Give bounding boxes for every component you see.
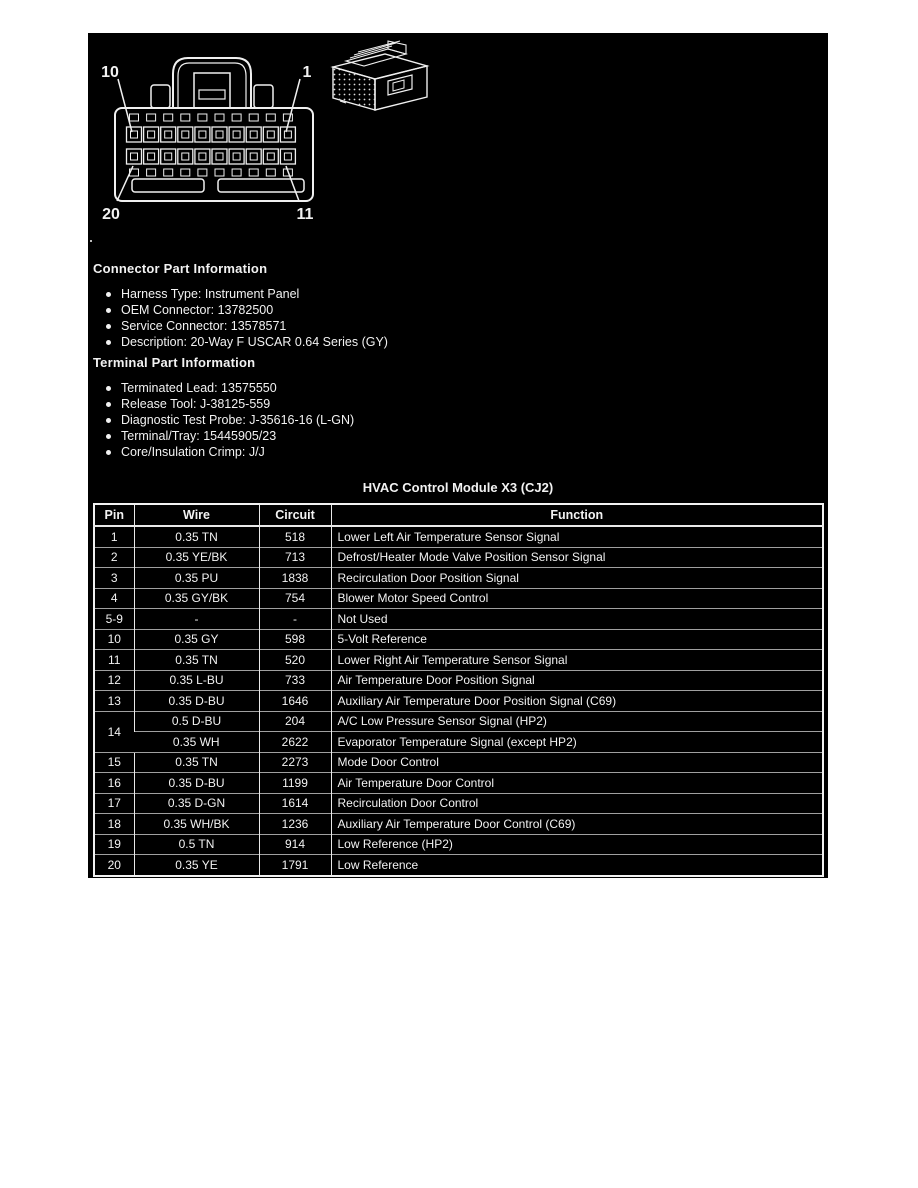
pinout-table-body: [94, 526, 823, 876]
table-row: [94, 670, 823, 691]
wire-cell: 0.35 TN: [134, 752, 259, 773]
pin-label-20: 20: [102, 206, 120, 223]
circuit-cell: 1838: [259, 568, 331, 589]
pin-cell: 17: [94, 793, 134, 814]
function-cell: Auxiliary Air Temperature Door Position Signal (C69): [331, 691, 823, 712]
list-item: Description: 20-Way F USCAR 0.64 Series (GY): [105, 334, 388, 350]
circuit-cell: 733: [259, 670, 331, 691]
wire-cell: 0.35 YE/BK: [134, 547, 259, 568]
table-row: [94, 814, 823, 835]
wire-column-header: Wire: [134, 504, 259, 526]
pin-cell: 2: [94, 547, 134, 568]
function-cell: Lower Right Air Temperature Sensor Signal: [331, 650, 823, 671]
circuit-cell: 520: [259, 650, 331, 671]
table-row: [94, 773, 823, 794]
circuit-cell: 2273: [259, 752, 331, 773]
connector-part-info-list: [105, 286, 388, 350]
table-row: [94, 834, 823, 855]
table-row: [94, 691, 823, 712]
table-row: [94, 568, 823, 589]
table-row: [94, 588, 823, 609]
pin-label-10: 10: [101, 64, 119, 81]
terminal-part-info-heading: Terminal Part Information: [93, 355, 256, 370]
wire-cell: -: [134, 609, 259, 630]
pin-cell: 13: [94, 691, 134, 712]
circuit-cell: 713: [259, 547, 331, 568]
pin-cell: 4: [94, 588, 134, 609]
connector-info-panel: [88, 33, 828, 878]
list-item: Release Tool: J-38125-559: [105, 396, 354, 412]
function-cell: Mode Door Control: [331, 752, 823, 773]
pin-cell: 10: [94, 629, 134, 650]
list-item: Diagnostic Test Probe: J-35616-16 (L-GN): [105, 412, 354, 428]
list-item: Terminated Lead: 13575550: [105, 380, 354, 396]
table-row: [94, 547, 823, 568]
wire-cell: 0.35 YE: [134, 855, 259, 876]
pin-cell: 16: [94, 773, 134, 794]
wire-cell: 0.35 TN: [134, 650, 259, 671]
wire-cell: 0.35 WH: [134, 732, 259, 753]
pinout-table: [93, 503, 824, 877]
wire-cell: 0.35 D-BU: [134, 773, 259, 794]
function-cell: Defrost/Heater Mode Valve Position Sensor Signal: [331, 547, 823, 568]
function-cell: Lower Left Air Temperature Sensor Signal: [331, 526, 823, 547]
wire-cell: 0.35 D-GN: [134, 793, 259, 814]
connector-figure: [88, 33, 828, 243]
list-item: OEM Connector: 13782500: [105, 302, 388, 318]
function-cell: 5-Volt Reference: [331, 629, 823, 650]
circuit-cell: 1236: [259, 814, 331, 835]
circuit-cell: 914: [259, 834, 331, 855]
wire-cell: 0.5 TN: [134, 834, 259, 855]
table-row: [94, 711, 823, 732]
circuit-cell: 1646: [259, 691, 331, 712]
pin-cell: 5-9: [94, 609, 134, 630]
wire-cell: 0.35 L-BU: [134, 670, 259, 691]
function-cell: A/C Low Pressure Sensor Signal (HP2): [331, 711, 823, 732]
function-cell: Not Used: [331, 609, 823, 630]
function-cell: Auxiliary Air Temperature Door Control (C69): [331, 814, 823, 835]
table-title: HVAC Control Module X3 (CJ2): [362, 480, 554, 495]
pin-label-11: 11: [296, 206, 314, 223]
list-item: Core/Insulation Crimp: J/J: [105, 444, 354, 460]
function-cell: Evaporator Temperature Signal (except HP2): [331, 732, 823, 753]
table-row: [94, 752, 823, 773]
function-cell: Blower Motor Speed Control: [331, 588, 823, 609]
table-row: [94, 609, 823, 630]
circuit-cell: -: [259, 609, 331, 630]
pin-column-header: Pin: [94, 504, 134, 526]
pin-cell: 11: [94, 650, 134, 671]
connector-3d-view: [333, 41, 427, 110]
connector-diagram: [88, 33, 828, 243]
pin-cell: 14: [94, 711, 134, 752]
function-cell: Recirculation Door Control: [331, 793, 823, 814]
wire-cell: 0.5 D-BU: [134, 711, 259, 732]
pin-cell: 3: [94, 568, 134, 589]
function-cell: Recirculation Door Position Signal: [331, 568, 823, 589]
terminal-part-info-list: [105, 380, 354, 460]
list-item: Terminal/Tray: 15445905/23: [105, 428, 354, 444]
table-header-row: [94, 504, 823, 526]
wire-cell: 0.35 WH/BK: [134, 814, 259, 835]
pin-cell: 12: [94, 670, 134, 691]
pin-cell: 19: [94, 834, 134, 855]
function-cell: Low Reference: [331, 855, 823, 876]
wire-cell: 0.35 GY: [134, 629, 259, 650]
circuit-cell: 1791: [259, 855, 331, 876]
circuit-cell: 204: [259, 711, 331, 732]
pin-cell: 20: [94, 855, 134, 876]
list-item: Harness Type: Instrument Panel: [105, 286, 388, 302]
circuit-cell: 518: [259, 526, 331, 547]
table-row: [94, 855, 823, 876]
circuit-cell: 1199: [259, 773, 331, 794]
list-item: Service Connector: 13578571: [105, 318, 388, 334]
pin-label-1: 1: [302, 64, 312, 81]
connector-part-info-heading: Connector Part Information: [93, 261, 268, 276]
pin-cell: 1: [94, 526, 134, 547]
table-row: [94, 526, 823, 547]
circuit-cell: 1614: [259, 793, 331, 814]
function-cell: Low Reference (HP2): [331, 834, 823, 855]
table-row: [94, 650, 823, 671]
function-cell: Air Temperature Door Control: [331, 773, 823, 794]
wire-cell: 0.35 D-BU: [134, 691, 259, 712]
table-row: [94, 629, 823, 650]
circuit-cell: 754: [259, 588, 331, 609]
function-cell: Air Temperature Door Position Signal: [331, 670, 823, 691]
function-column-header: Function: [331, 504, 823, 526]
pin-cell: 18: [94, 814, 134, 835]
wire-cell: 0.35 GY/BK: [134, 588, 259, 609]
table-row: [94, 732, 823, 753]
wire-cell: 0.35 TN: [134, 526, 259, 547]
pin-cell: 15: [94, 752, 134, 773]
circuit-cell: 2622: [259, 732, 331, 753]
scan-speck: [90, 240, 92, 242]
table-row: [94, 793, 823, 814]
wire-cell: 0.35 PU: [134, 568, 259, 589]
circuit-column-header: Circuit: [259, 504, 331, 526]
circuit-cell: 598: [259, 629, 331, 650]
